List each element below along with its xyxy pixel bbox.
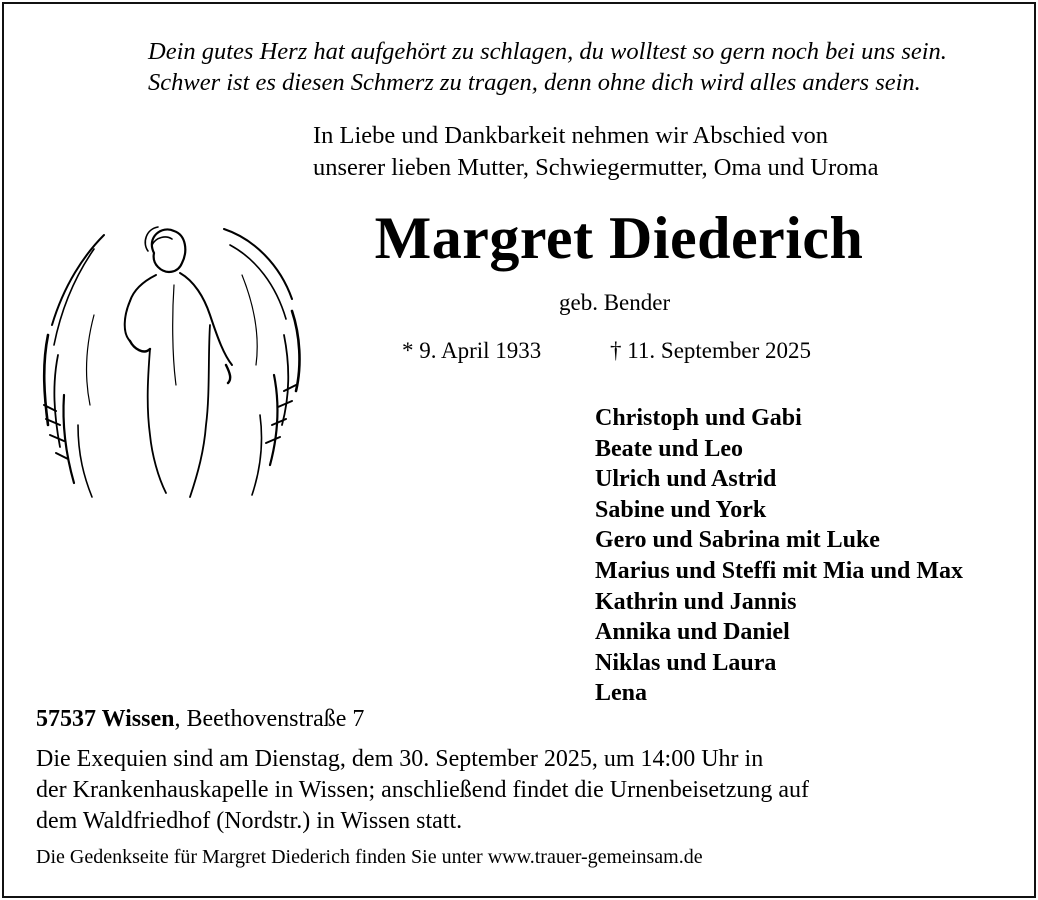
verse-line-1: Dein gutes Herz hat aufgehört zu schlagen, du wolltest so gern noch bei uns sein. — [148, 38, 947, 65]
family-member: Niklas und Laura — [595, 649, 777, 676]
verse-line-2: Schwer ist es diesen Schmerz zu tragen, denn ohne dich wird alles anders sein. — [148, 69, 921, 96]
birth-date: * 9. April 1933 — [402, 338, 542, 363]
service-line-2: der Krankenhauskapelle in Wissen; anschließend findet die Urnenbeisetzung auf — [36, 777, 809, 803]
intro-line-2: unserer lieben Mutter, Schwiegermutter, Oma und Uroma — [313, 154, 879, 181]
intro-line-1: In Liebe und Dankbarkeit nehmen wir Abschied von — [313, 122, 829, 149]
birth-name: geb. Bender — [559, 290, 671, 315]
family-address — [36, 706, 364, 733]
memorial-verse — [148, 36, 947, 98]
family-member: Lena — [595, 680, 648, 707]
farewell-intro — [313, 120, 878, 184]
service-notice — [36, 744, 809, 837]
family-list — [595, 403, 963, 709]
family-member: Ulrich und Astrid — [595, 466, 777, 493]
family-member: Sabine und York — [595, 496, 767, 523]
service-line-1: Die Exequien sind am Dienstag, dem 30. September 2025, um 14:00 Uhr in — [36, 746, 764, 772]
family-member: Annika und Daniel — [595, 619, 790, 646]
family-member: Beate und Leo — [595, 435, 744, 462]
family-member: Gero und Sabrina mit Luke — [595, 527, 880, 554]
deceased-name: Margret Diederich — [374, 205, 864, 271]
memorial-website-note: Die Gedenkseite für Margret Diederich finden Sie unter www.trauer-gemeinsam.de — [36, 846, 703, 868]
service-line-3: dem Waldfriedhof (Nordstr.) in Wissen statt. — [36, 808, 463, 834]
death-date: † 11. September 2025 — [610, 338, 812, 363]
family-member: Kathrin und Jannis — [595, 588, 797, 615]
address-city: 57537 Wissen — [36, 706, 175, 732]
address-street: , Beethovenstraße 7 — [174, 706, 365, 732]
family-member: Marius und Steffi mit Mia und Max — [595, 557, 964, 584]
family-member: Christoph und Gabi — [595, 405, 802, 431]
